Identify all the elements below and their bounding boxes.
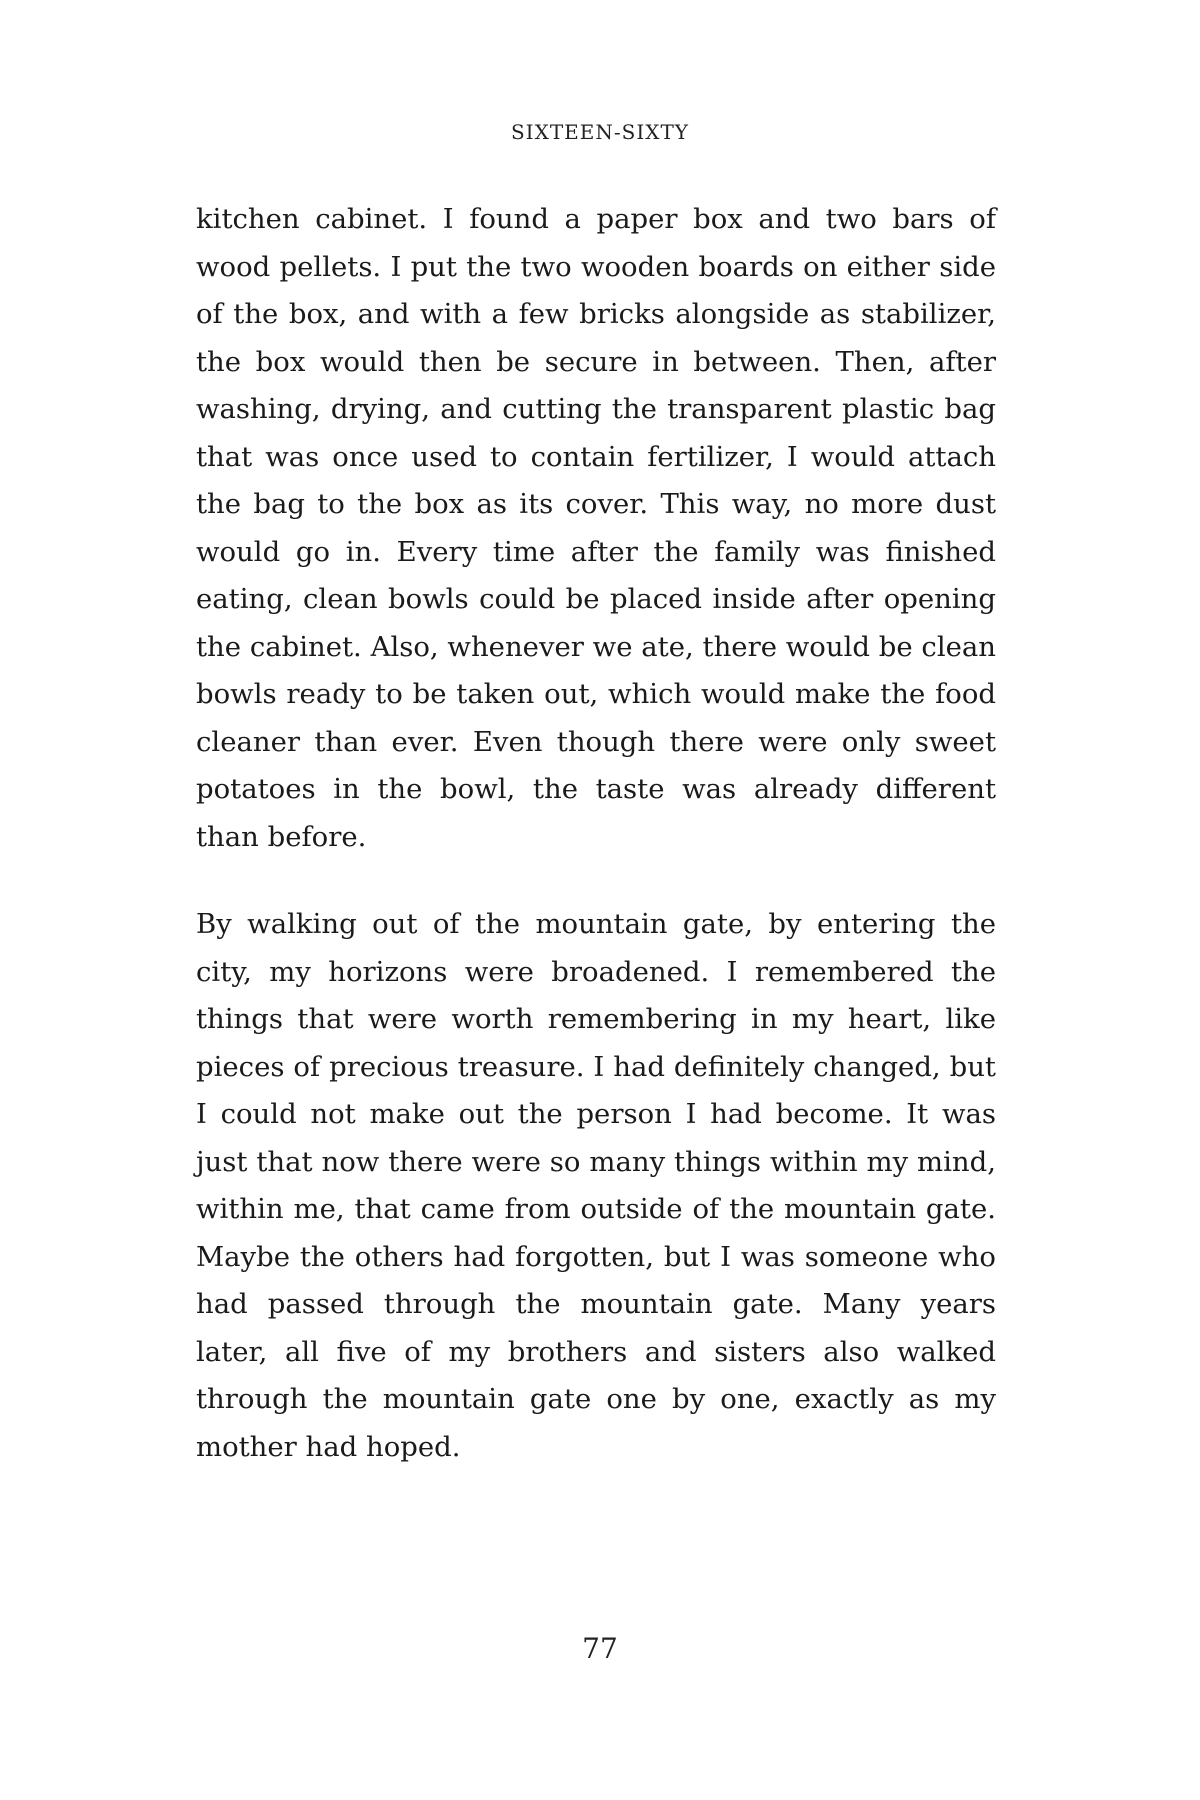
paragraph-2: By walking out of the mountain gate, by entering the city, my horizons were broadened. I remembered the things that were worth remembering in my heart, like pieces of precious treasure. I had definitely changed, but I could not make out the person I had become. It was just that now there were so many things within my mind, within me, that came from outside of the mountain gate. Maybe the others had forgotten, but I was someone who had passed through the mountain gate. Many years later, all five of my brothers and sisters also walked through the mountain gate one by one, exactly as my mother had hoped.: [196, 908, 996, 1463]
body-text: [196, 196, 996, 1471]
page-number: 77: [582, 1632, 618, 1665]
paragraph-1: kitchen cabinet. I found a paper box and two bars of wood pellets. I put the two wooden boards on either side of the box, and with a few bricks alongside as stabilizer, the box would then be secure in between. Then, after washing, drying, and cutting the transparent plastic bag that was once used to contain fertilizer, I would attach the bag to the box as its cover. This way, no more dust would go in. Every time after the family was finished eating, clean bowls could be placed inside after opening the cabinet. Also, whenever we ate, there would be clean bowls ready to be taken out, which would make the food cleaner than ever. Even though there were only sweet potatoes in the bowl, the taste was already different than before.: [196, 203, 996, 853]
running-head: SIXTEEN-SIXTY: [510, 120, 690, 144]
